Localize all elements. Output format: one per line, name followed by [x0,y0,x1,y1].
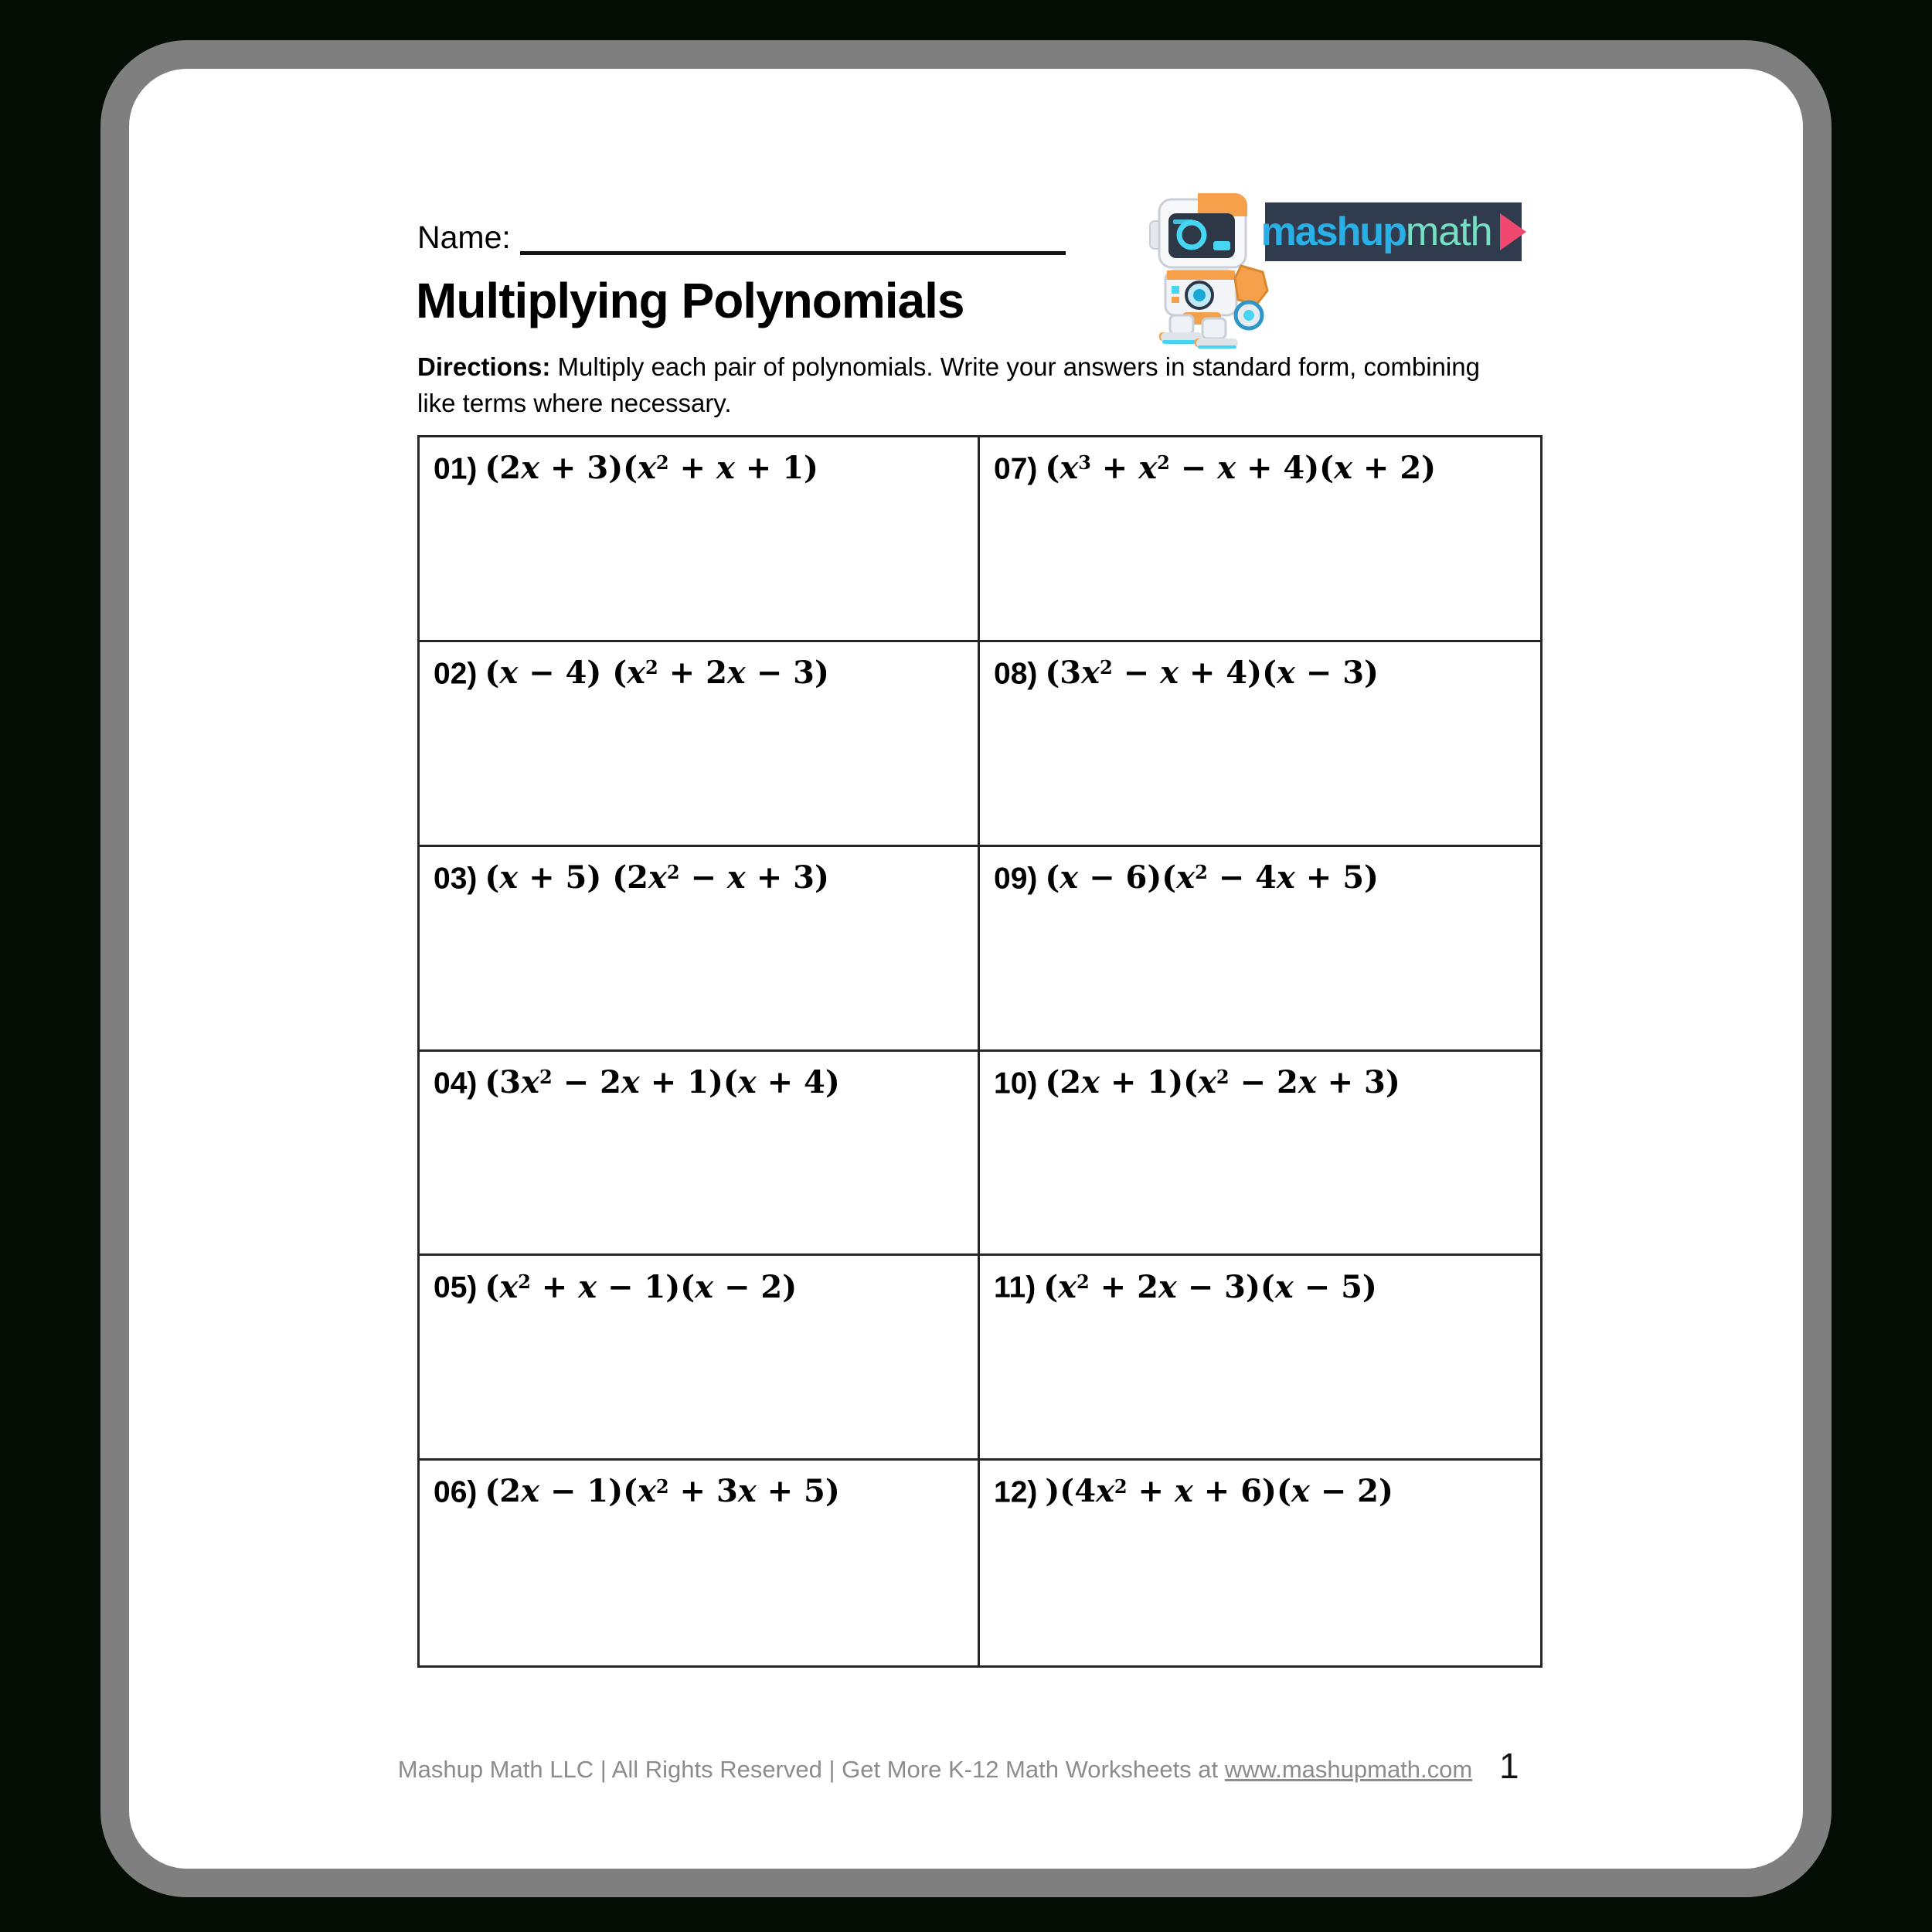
problem-expression: $(3x^2 - 2x + 1)(x + 4)$ [485,1063,840,1100]
problem-expression: $(2x + 3)(x^2 + x + 1)$ [485,450,818,487]
logo-text-mashup: mashup [1260,209,1406,254]
problem-cell [420,437,980,642]
problem-number: 06) [434,1475,478,1509]
mashupmath-logo [1260,202,1522,261]
problem-cell [980,1461,1540,1665]
directions-text [417,349,1480,422]
page-number: 1 [1499,1746,1519,1786]
problem-expression: (x + 5) $(2x^2 - x + 3)$ [485,859,829,896]
name-row [417,219,1066,255]
problem-number: 09) [994,861,1038,895]
directions-label: Directions: [417,352,551,381]
problem-number: 02) [434,657,478,691]
problem-expression: $(2x + 1)(x^2 - 2x + 3)$ [1045,1063,1400,1100]
problem-cell [420,1052,980,1257]
directions-line-2: like terms where necessary. [417,388,732,417]
name-label: Name: [417,219,511,255]
logo-text-math: math [1405,209,1492,254]
problem-expression: $(3x^2 - x + 4)(x - 3)$ [1045,655,1379,692]
footer [325,1756,1546,1784]
name-blank-line [520,219,1066,255]
problem-cell [980,1052,1540,1257]
problem-expression: $(2x - 1)(x^2 + 3x + 5)$ [485,1473,840,1510]
footer-text: Mashup Math LLC | All Rights Reserved | Get More K-12 Math Worksheets at [397,1756,1225,1783]
problem-expression: $(x^2 + 2x - 3)(x - 5)$ [1043,1268,1377,1305]
problem-cell [420,1461,980,1665]
problem-number: 03) [434,861,478,895]
problem-number: 10) [994,1066,1038,1100]
problem-cell [420,1256,980,1461]
problems-table [417,435,1543,1668]
problem-number: 01) [434,452,478,486]
directions-line-1 [417,349,1480,386]
problem-cell [980,847,1540,1052]
directions-line1-text: Multiply each pair of polynomials. Write your answers in standard form, combining [550,352,1480,381]
footer-website-link[interactable]: www.mashupmath.com [1224,1756,1473,1783]
problem-expression: $(x - 6)(x^2 - 4x + 5)$ [1045,859,1379,896]
problem-number: 04) [434,1066,478,1100]
problem-expression: (x − 4) $(x^2 + 2x - 3)$ [485,655,829,692]
page-title: Multiplying Polynomials [416,273,964,328]
problem-cell [420,642,980,847]
problem-cell [980,437,1540,642]
problem-cell [980,642,1540,847]
problem-number: 07) [994,452,1038,486]
problem-number: 12) [994,1475,1038,1509]
problem-number: 05) [434,1270,478,1304]
play-triangle-icon [1500,213,1526,250]
problem-expression: )$(4x^2 + x + 6)(x - 2)$ [1045,1473,1393,1510]
problem-expression: $(x^3 + x^2 - x + 4)(x + 2)$ [1045,450,1437,487]
mashup-robot-illustration [1142,189,1274,353]
problem-cell [980,1256,1540,1461]
problem-number: 08) [994,657,1038,691]
problem-number: 11) [994,1270,1036,1304]
problem-expression: $(x^2 + x - 1)(x - 2)$ [485,1268,798,1305]
problem-cell [420,847,980,1052]
